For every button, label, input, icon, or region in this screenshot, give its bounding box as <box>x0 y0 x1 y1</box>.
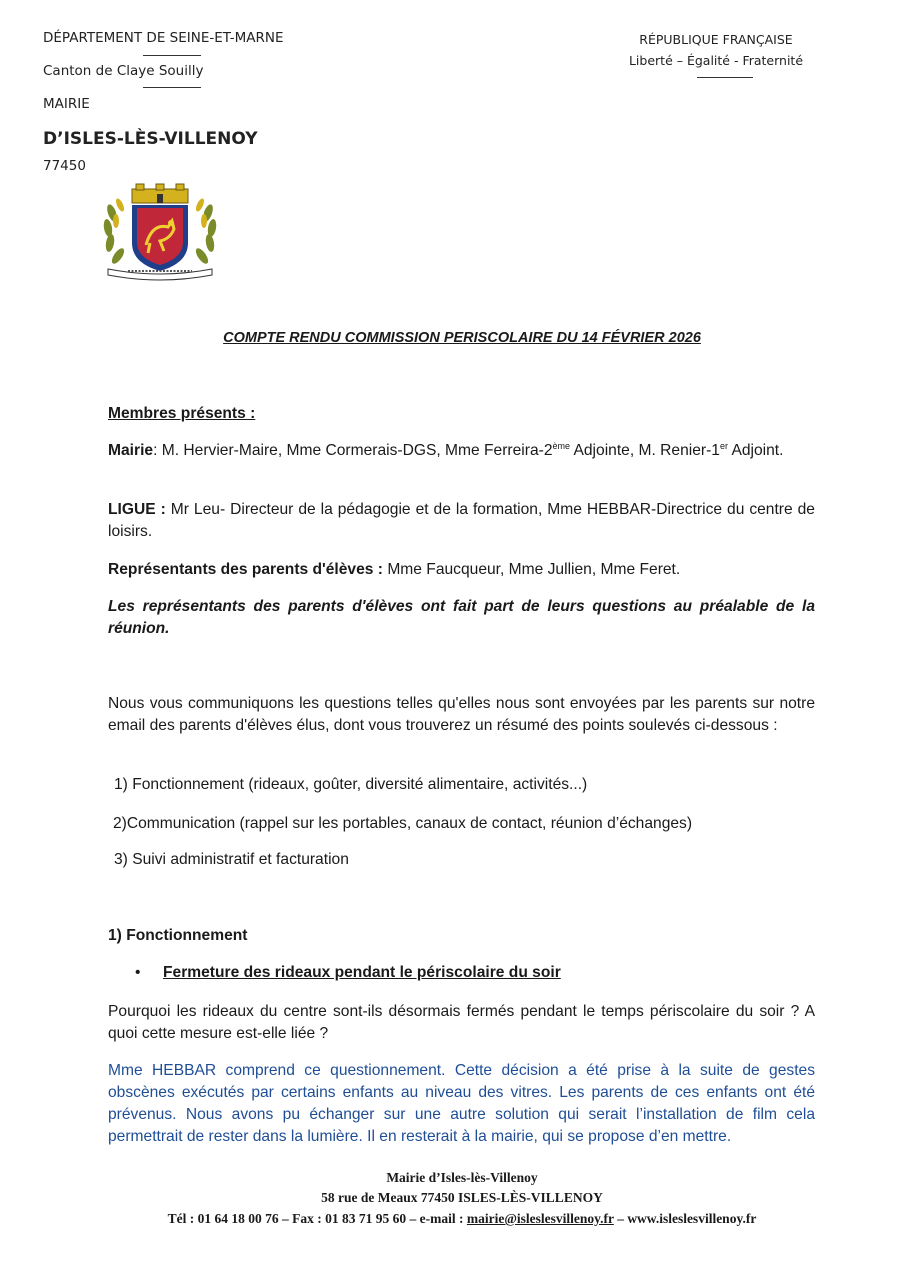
list-item: 3) Suivi administratif et facturation <box>114 851 349 868</box>
parents-label: Représentants des parents d'élèves : <box>108 561 383 578</box>
ligue-members: Mr Leu- Directeur de la pédagogie et de la formation, Mme HEBBAR-Directrice du centre de loisirs. <box>108 501 815 540</box>
list-item: 1) Fonctionnement (rideaux, goûter, diversité alimentaire, activités...) <box>114 776 588 793</box>
mairie-members-1: : M. Hervier-Maire, Mme Cormerais-DGS, Mme Ferreira-2 <box>153 442 553 459</box>
republic-label: RÉPUBLIQUE FRANÇAISE <box>639 32 793 47</box>
postcode: 77450 <box>43 158 86 174</box>
email-link[interactable]: mairie@isleslesvillenoy.fr <box>466 1211 614 1226</box>
footer-separator: – <box>613 1211 628 1226</box>
ligue-label: LIGUE : <box>108 501 166 518</box>
commune-name: D’ISLES-LÈS-VILLENOY <box>43 129 258 149</box>
section-heading: 1) Fonctionnement <box>108 927 248 944</box>
coat-of-arms-icon <box>98 183 222 283</box>
members-heading: Membres présents : <box>108 405 256 422</box>
department-name: DÉPARTEMENT DE SEINE-ET-MARNE <box>43 30 284 46</box>
footer-address: 58 rue de Meaux 77450 ISLES-LÈS-VILLENOY <box>321 1190 603 1205</box>
footer-phone-fax: Tél : 01 64 18 00 76 – Fax : 01 83 71 95 60 – e-mail : <box>167 1211 467 1226</box>
question-paragraph: Pourquoi les rideaux du centre sont-ils désormais fermés pendant le temps périscolaire du soir ? A quoi cette mesure est-elle liée ? <box>108 1003 815 1042</box>
canton-name: Canton de Claye Souilly <box>43 63 204 79</box>
document-title: COMPTE RENDU COMMISSION PERISCOLAIRE DU 14 FÉVRIER 2026 <box>223 330 701 346</box>
header-divider <box>143 55 201 56</box>
mairie-label: Mairie <box>108 442 154 459</box>
subsection-heading: Fermeture des rideaux pendant le périscolaire du soir <box>163 964 561 981</box>
list-item: 2)Communication (rappel sur les portables, canaux de contact, réunion d’échanges) <box>113 815 693 832</box>
website-link[interactable]: www.isleslesvillenoy.fr <box>627 1211 757 1226</box>
members-ligue <box>108 499 815 543</box>
answer-paragraph: Mme HEBBAR comprend ce questionnement. Cette décision a été prise à la suite de gestes obscènes exécutés par certains enfants au niveau des vitres. Les parents de ces enfants ont été prévenus. Nous avons pu échanger sur une autre solution qui serait l’installation de film cela permettrait de rester dans la lumière. Il en resterait à la mairie, qui se propose d’en mettre. <box>108 1062 815 1145</box>
bullet-icon: • <box>135 964 141 981</box>
members-mairie <box>108 440 815 462</box>
mairie-label: MAIRIE <box>43 96 90 112</box>
header-divider <box>143 87 201 88</box>
ordinal-suffix: ème <box>552 440 571 451</box>
mairie-members-2: Adjointe, M. Renier-1 <box>570 442 720 459</box>
members-note: Les représentants des parents d'élèves ont fait part de leurs questions au préalable de la réunion. <box>108 598 815 637</box>
intro-paragraph: Nous vous communiquons les questions telles qu'elles nous sont envoyées par les parents sur notre email des parents d'élèves élus, dont vous trouverez un résumé des points soulevés ci-dessous : <box>108 695 815 734</box>
members-parents <box>108 559 815 581</box>
ordinal-suffix: er <box>719 440 728 451</box>
header-divider <box>697 77 753 78</box>
footer-name: Mairie d’Isles-lès-Villenoy <box>386 1170 538 1185</box>
republic-motto: Liberté – Égalité - Fraternité <box>628 53 804 68</box>
mairie-members-3: Adjoint. <box>727 442 784 459</box>
parents-members: Mme Faucqueur, Mme Jullien, Mme Feret. <box>382 561 681 578</box>
footer-contact <box>0 1211 900 1227</box>
